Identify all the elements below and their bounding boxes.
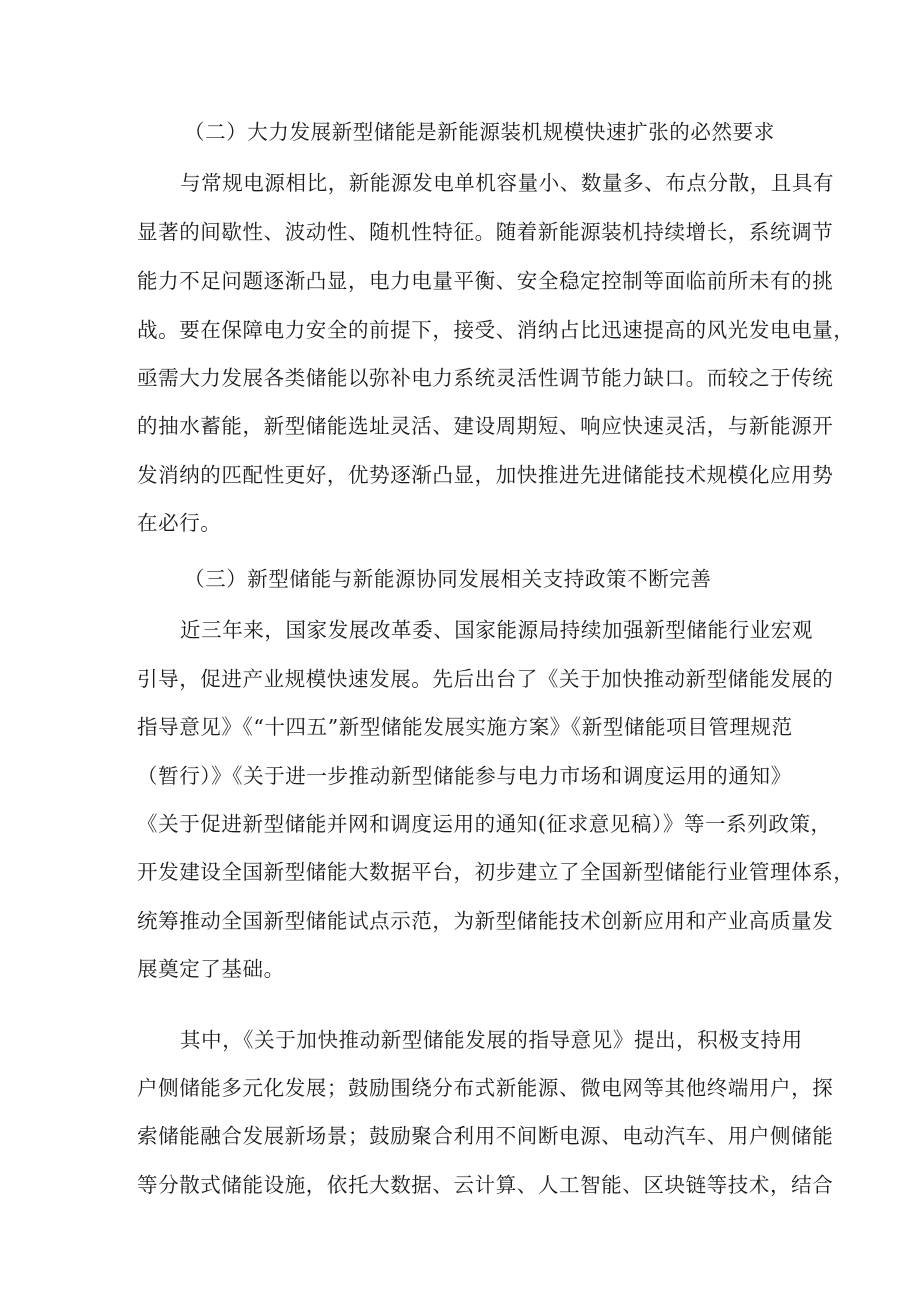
section-3-line: 引导，促进产业规模快速发展。先后出台了《关于加快推动新型储能发展的 xyxy=(137,667,834,691)
section-2-line: 在必行。 xyxy=(137,511,222,535)
section-2-line: 亟需大力发展各类储能以弥补电力系统灵活性调节能力缺口。而较之于传统 xyxy=(137,366,834,390)
section-3-line: 展奠定了基础。 xyxy=(137,957,285,981)
section-3-line: 统筹推动全国新型储能试点示范，为新型储能技术创新应用和产业高质量发 xyxy=(137,909,834,933)
section-2-line: 能力不足问题逐渐凸显，电力电量平衡、安全稳定控制等面临前所未有的挑 xyxy=(137,269,834,293)
section-3-line: 近三年来，国家发展改革委、国家能源局持续加强新型储能行业宏观 xyxy=(180,618,813,642)
paragraph-3-line: 等分散式储能设施，依托大数据、云计算、人工智能、区块链等技术，结合 xyxy=(137,1173,834,1197)
section-3-line: 指导意见》《“十四五”新型储能发展实施方案》《新型储能项目管理规范 xyxy=(137,715,793,739)
paragraph-3-line: 其中，《关于加快推动新型储能发展的指导意见》提出，积极支持用 xyxy=(180,1028,803,1052)
section-3-line: 开发建设全国新型储能大数据平台，初步建立了全国新型储能行业管理体系， xyxy=(137,860,855,884)
section-2-line: 发消纳的匹配性更好，优势逐渐凸显，加快推进先进储能技术规模化应用势 xyxy=(137,463,834,487)
section-2-line: 显著的间歇性、波动性、随机性特征。随着新能源装机持续增长，系统调节 xyxy=(137,220,834,244)
section-2-heading: （二）大力发展新型储能是新能源装机规模快速扩张的必然要求 xyxy=(184,120,775,144)
section-3-heading: （三）新型储能与新能源协同发展相关支持政策不断完善 xyxy=(184,567,712,591)
section-3-line: （暂行）》《关于进一步推动新型储能参与电力市场和调度运用的通知》 xyxy=(137,764,792,788)
section-2-line: 的抽水蓄能，新型储能选址灵活、建设周期短、响应快速灵活，与新能源开 xyxy=(137,414,834,438)
paragraph-3-line: 索储能融合发展新场景；鼓励聚合利用不间断电源、电动汽车、用户侧储能 xyxy=(137,1124,834,1148)
section-2-line: 战。要在保障电力安全的前提下，接受、消纳占比迅速提高的风光发电电量， xyxy=(137,318,855,342)
paragraph-3-line: 户侧储能多元化发展；鼓励围绕分布式新能源、微电网等其他终端用户，探 xyxy=(137,1076,834,1100)
section-3-line: 《关于促进新型储能并网和调度运用的通知(征求意见稿）》等一系列政策， xyxy=(137,812,832,836)
section-2-line: 与常规电源相比，新能源发电单机容量小、数量多、布点分散，且具有 xyxy=(180,171,835,195)
